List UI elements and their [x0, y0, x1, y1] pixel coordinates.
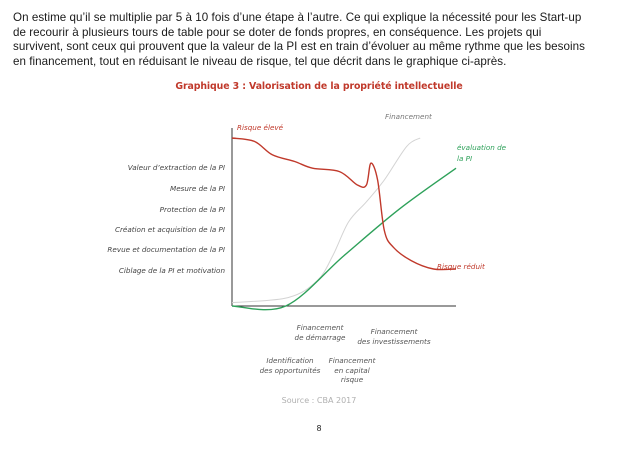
- annotation-risque-reduit: Risque réduit: [437, 262, 485, 271]
- risque-line: [232, 138, 456, 270]
- y-label-creation: Création et acquisition de la PI: [114, 225, 225, 234]
- x-label-line: risque: [340, 375, 364, 384]
- y-label-mesure: Mesure de la PI: [170, 184, 225, 193]
- y-label-extraction: Valeur d’extraction de la PI: [127, 163, 225, 172]
- paragraph-line: survivent, sont ceux qui prouvent que la valeur de la PI est en train d’évoluer au même rythme que les besoins: [13, 40, 585, 54]
- annotation-evaluation-1: évaluation de: [457, 143, 507, 152]
- x-label-line: Financement: [296, 323, 344, 332]
- page-number: 8: [316, 424, 322, 433]
- x-label-line: des investissements: [357, 336, 431, 346]
- annotation-evaluation-2: la PI: [457, 154, 473, 163]
- x-label-investissements: [357, 327, 431, 346]
- x-label-line: Financement: [370, 327, 418, 336]
- x-label-line: des opportunités: [259, 365, 321, 375]
- y-label-revue: Revue et documentation de la PI: [107, 245, 225, 254]
- x-label-capital-risque: [325, 356, 379, 385]
- annotation-risque-eleve: Risque élevé: [237, 123, 284, 132]
- y-label-ciblage: Ciblage de la PI et motivation: [118, 266, 225, 275]
- y-label-protection: Protection de la PI: [159, 205, 225, 214]
- x-label-line: Financement: [328, 356, 376, 365]
- annotation-financement: Financement: [385, 112, 432, 121]
- evaluation-line: [232, 168, 456, 310]
- x-label-line: en capital: [334, 365, 370, 375]
- x-label-demarrage: [290, 323, 350, 342]
- paragraph-line: en financement, tout en réduisant le niveau de risque, tel que décrit dans le graphique ci-après.: [13, 54, 507, 68]
- figure-source: Source : CBA 2017: [281, 396, 357, 405]
- x-label-line: Identification: [266, 356, 314, 365]
- paragraph-line: de recourir à plusieurs tours de table pour se doter de fonds propres, en conséquence. Les projets qui: [13, 25, 542, 39]
- x-label-identification: [258, 356, 322, 375]
- x-label-line: de démarrage: [294, 332, 346, 342]
- figure-title: Graphique 3 : Valorisation de la propriété intellectuelle: [175, 81, 463, 92]
- paragraph-line: On estime qu’il se multiplie par 5 à 10 fois d’une étape à l’autre. Ce qui explique la nécessité pour les Start-up: [13, 11, 582, 24]
- financement-line: [232, 138, 420, 303]
